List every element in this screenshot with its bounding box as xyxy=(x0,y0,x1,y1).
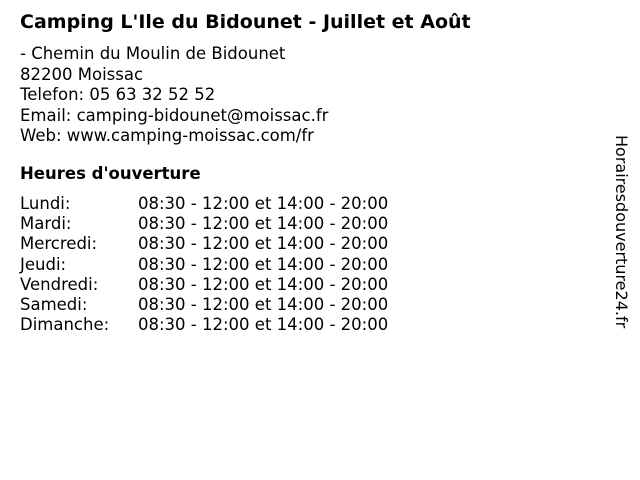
hours-row-wednesday xyxy=(20,234,388,254)
day-label: Dimanche: xyxy=(20,315,110,335)
hours-row-saturday xyxy=(20,295,388,315)
day-label: Samedi: xyxy=(20,294,88,314)
city-line: 82200 Moissac xyxy=(20,64,144,84)
time-range: 08:30 - 12:00 et 14:00 - 20:00 xyxy=(138,274,389,294)
hours-row-thursday xyxy=(20,255,388,275)
time-range: 08:30 - 12:00 et 14:00 - 20:00 xyxy=(138,315,389,335)
day-label: Jeudi: xyxy=(20,254,67,274)
day-label: Mercredi: xyxy=(20,234,98,254)
address-block xyxy=(20,44,328,147)
web-line: Web: www.camping-moissac.com/fr xyxy=(20,126,314,145)
hours-row-sunday xyxy=(20,315,388,335)
page-title: Camping L'Ile du Bidounet - Juillet et Août xyxy=(20,11,471,33)
watermark-text: Horairesdouverture24.fr xyxy=(612,135,631,329)
day-label: Vendredi: xyxy=(20,274,99,294)
hours-row-tuesday xyxy=(20,214,388,234)
time-range: 08:30 - 12:00 et 14:00 - 20:00 xyxy=(138,294,389,314)
day-label: Mardi: xyxy=(20,214,72,234)
time-range: 08:30 - 12:00 et 14:00 - 20:00 xyxy=(138,254,389,274)
hours-row-friday xyxy=(20,275,388,295)
day-label: Lundi: xyxy=(20,194,71,213)
watermark xyxy=(612,135,632,370)
email-line: Email: camping-bidounet@moissac.fr xyxy=(20,105,329,125)
phone-line: Telefon: 05 63 32 52 52 xyxy=(20,85,216,104)
street-line: - Chemin du Moulin de Bidounet xyxy=(20,44,286,63)
hours-row-monday xyxy=(20,194,388,214)
hours-table xyxy=(20,194,388,335)
time-range: 08:30 - 12:00 et 14:00 - 20:00 xyxy=(138,214,389,234)
time-range: 08:30 - 12:00 et 14:00 - 20:00 xyxy=(138,194,389,213)
hours-heading: Heures d'ouverture xyxy=(20,164,201,183)
time-range: 08:30 - 12:00 et 14:00 - 20:00 xyxy=(138,234,389,254)
